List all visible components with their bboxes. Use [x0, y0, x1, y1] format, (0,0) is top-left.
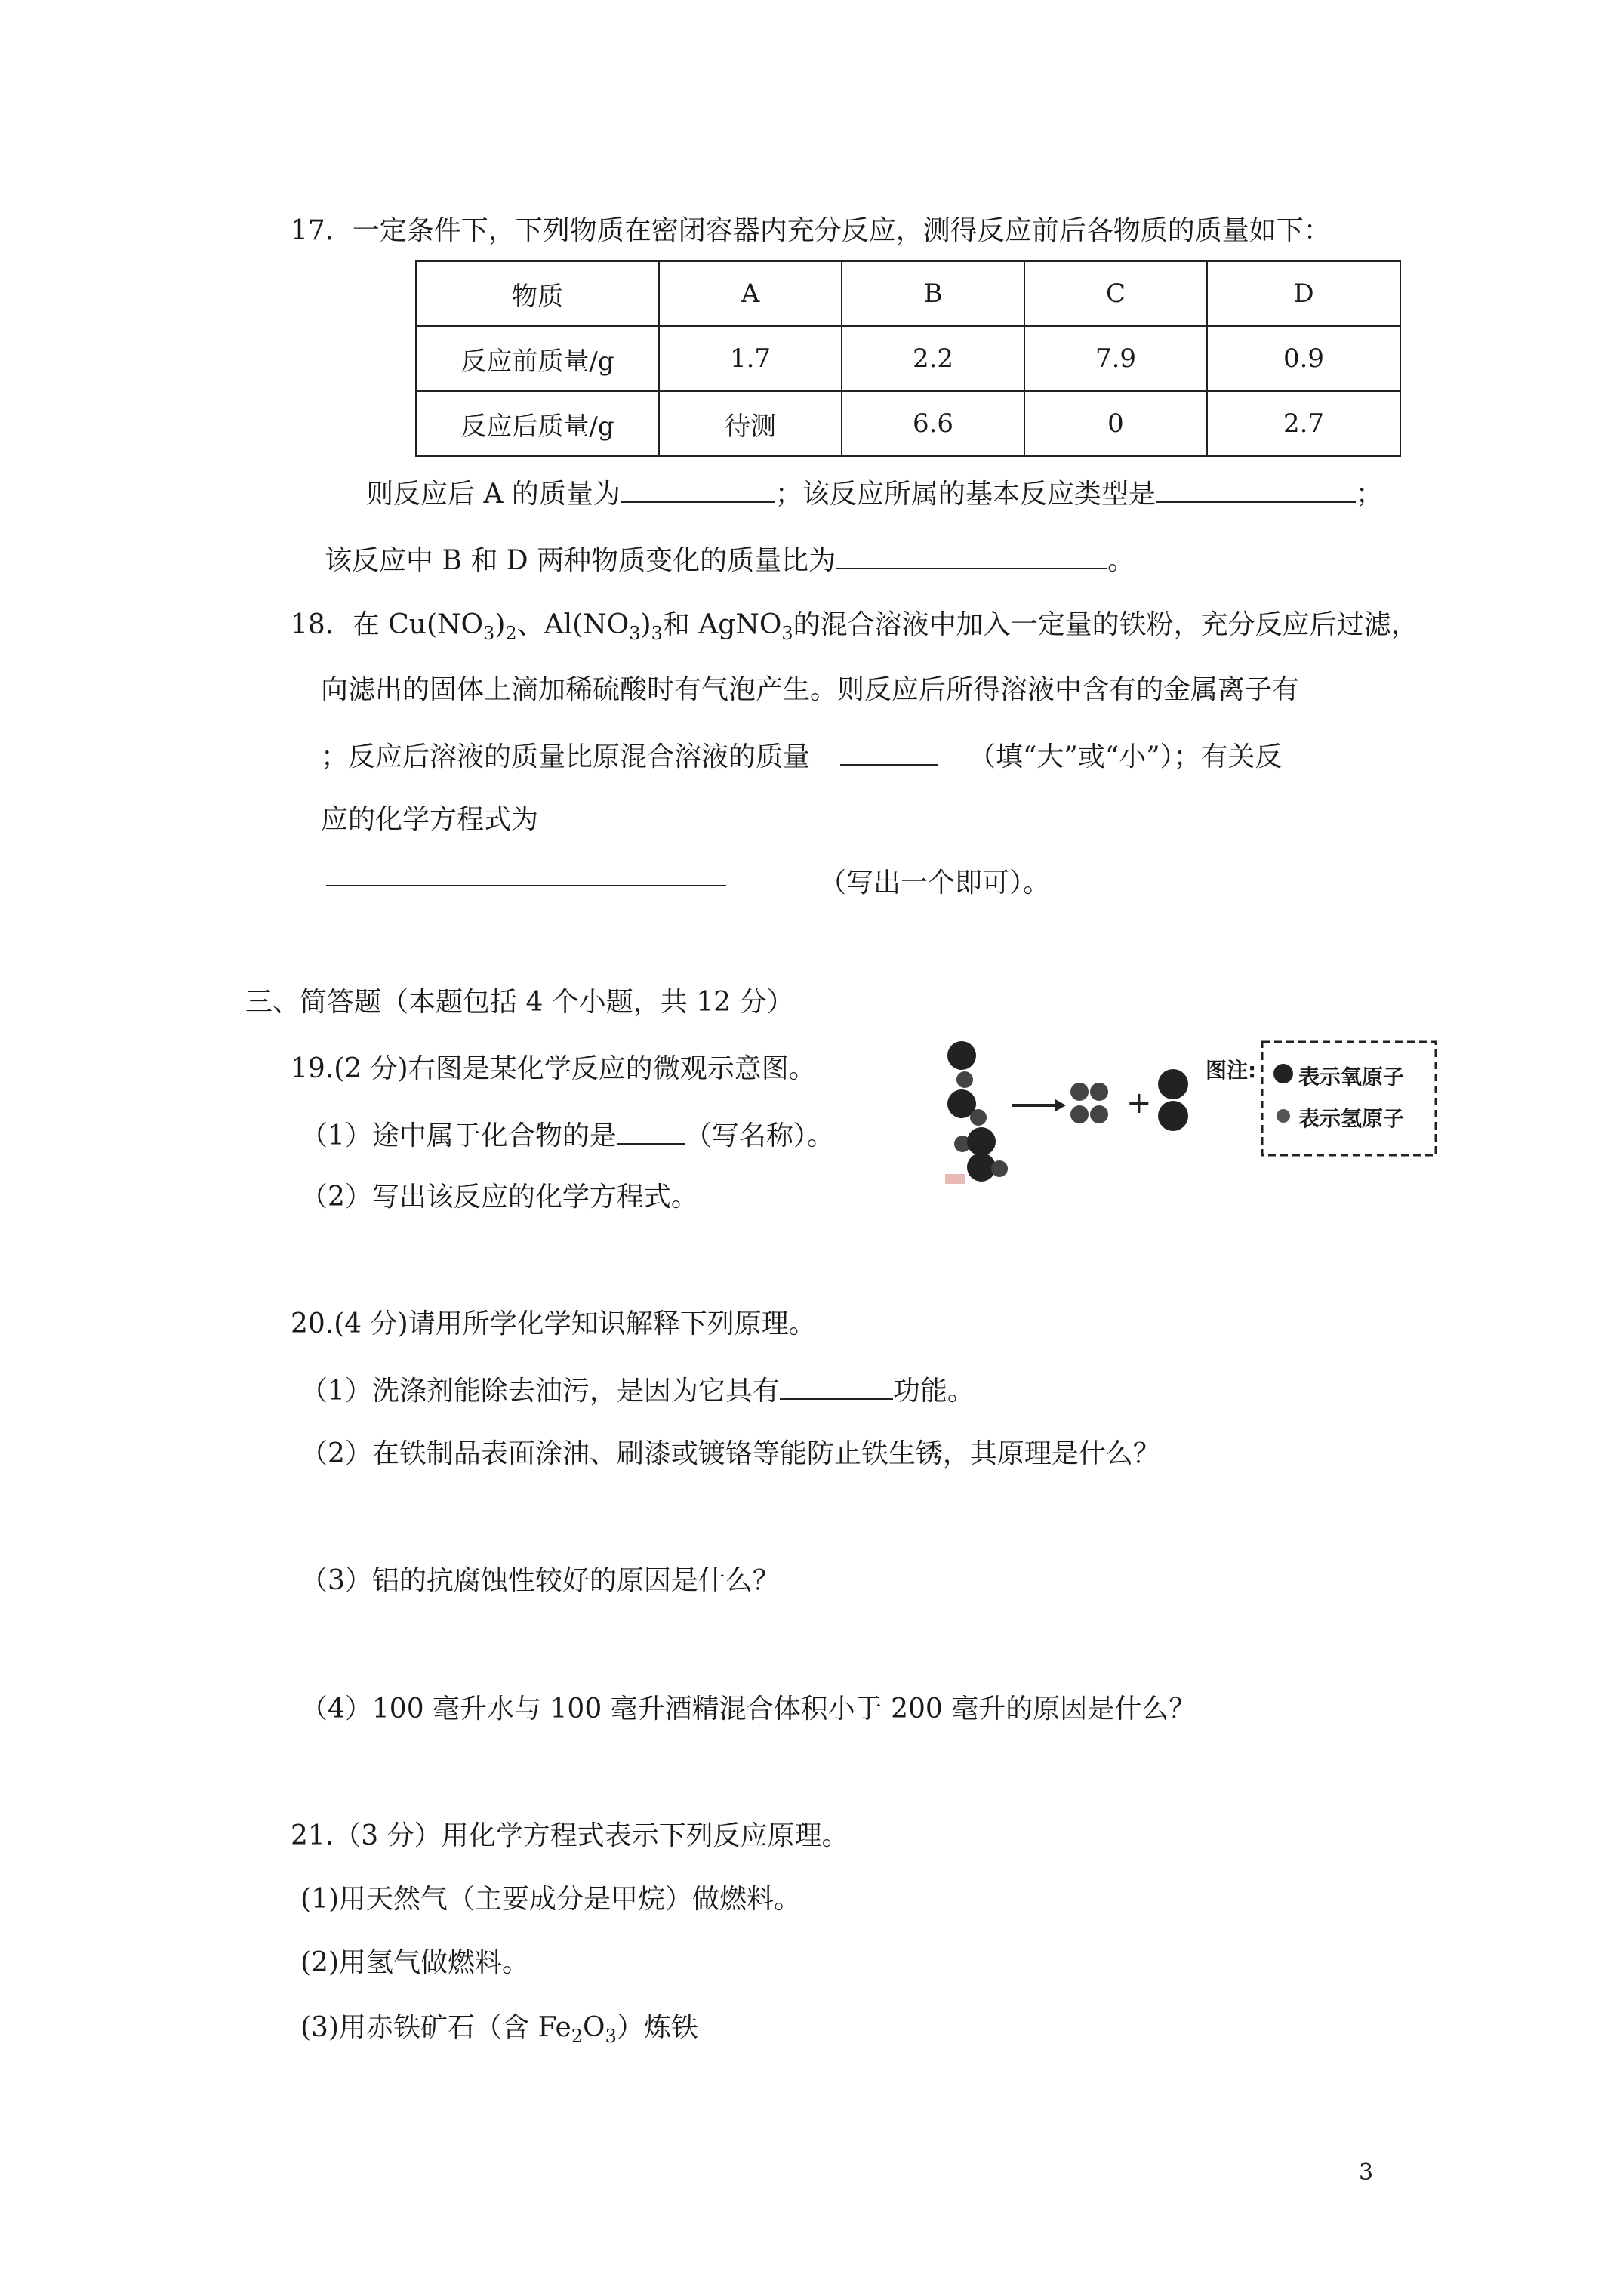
q17-text: ； [1355, 479, 1383, 510]
q20-part4: （4）100 毫升水与 100 毫升酒精混合体积小于 200 毫升的原因是什么？ [300, 1693, 1196, 1724]
q20-stem: 20.(4 分)请用所学化学知识解释下列原理。 [291, 1308, 816, 1339]
subscript: 2 [505, 623, 517, 645]
table-cell: 1.7 [659, 326, 842, 391]
q21-text: O [583, 2012, 605, 2043]
answer-blank[interactable] [621, 476, 775, 503]
q21-part3 [300, 2011, 698, 2053]
q18-line3 [321, 738, 1283, 774]
q19-part1 [300, 1117, 834, 1153]
table-header-cell: D [1207, 261, 1400, 326]
stain-mark [945, 1174, 965, 1184]
q17-text: 。 [1107, 545, 1135, 576]
subscript: 3 [605, 2026, 617, 2048]
q17-text: 则反应后 A 的质量为 [366, 479, 621, 510]
q18-text: ) [640, 609, 651, 640]
q18-line1 [291, 609, 1418, 650]
subscript: 2 [571, 2026, 584, 2048]
q18-line4: 应的化学方程式为 [321, 804, 539, 835]
answer-blank[interactable] [780, 1373, 893, 1400]
q21-text: ）炼铁 [616, 2012, 698, 2043]
table-header-cell: A [659, 261, 842, 326]
q18-text: ) [494, 609, 506, 640]
q18-text: 18．在 Cu(NO [291, 609, 484, 640]
q19-text: （写名称）。 [684, 1120, 834, 1151]
q21-part2: (2)用氢气做燃料。 [300, 1947, 529, 1978]
product-molecule [1158, 1069, 1188, 1131]
q20-text: 功能。 [892, 1376, 975, 1407]
table-cell: 反应前质量/g [416, 326, 659, 391]
subscript: 3 [651, 623, 663, 645]
subscript: 3 [629, 623, 641, 645]
table-cell: 0 [1024, 391, 1207, 456]
q21-stem: 21.（3 分）用化学方程式表示下列反应原理。 [291, 1820, 849, 1851]
q17-line2 [325, 542, 1135, 578]
table-cell: 6.6 [842, 391, 1024, 456]
q19-stem: 19.(2 分)右图是某化学反应的微观示意图。 [291, 1053, 816, 1084]
reactant-molecule [947, 1041, 987, 1126]
answer-blank[interactable] [326, 885, 726, 886]
table-header-cell: B [842, 261, 1024, 326]
hydrogen-atom-icon [1277, 1109, 1290, 1123]
q18-text: ；反应后溶液的质量比原混合溶液的质量 [321, 741, 811, 772]
q20-part1 [300, 1373, 975, 1408]
answer-blank[interactable] [1156, 476, 1356, 503]
section-title: 三、简答题（本题包括 4 个小题，共 12 分） [245, 987, 794, 1018]
q18-text: 和 AgNO [662, 609, 782, 640]
table-cell: 反应后质量/g [416, 391, 659, 456]
q18-text: （填“大”或“小”）；有关反 [969, 741, 1283, 772]
q17-text: 该反应中 B 和 D 两种物质变化的质量比为 [325, 545, 836, 576]
reactant-molecule [954, 1127, 1008, 1182]
legend-box [1262, 1042, 1436, 1155]
table-row [416, 326, 1400, 391]
answer-blank[interactable] [836, 542, 1107, 569]
q20-part3: （3）铝的抗腐蚀性较好的原因是什么？ [300, 1565, 780, 1596]
answer-blank[interactable] [840, 738, 938, 766]
q21-part1: (1)用天然气（主要成分是甲烷）做燃料。 [300, 1884, 801, 1915]
q17-text: ；该反应所属的基本反应类型是 [775, 479, 1156, 510]
oxygen-atom-icon [1273, 1064, 1293, 1083]
table-cell: 0.9 [1207, 326, 1400, 391]
table-header-cell: 物质 [416, 261, 659, 326]
q18-line2: 向滤出的固体上滴加稀硫酸时有气泡产生。则反应后所得溶液中含有的金属离子有 [321, 674, 1300, 705]
q18-text: 、Al(NO [516, 609, 630, 640]
legend-hydrogen-label: 表示氢原子 [1298, 1106, 1405, 1131]
arrow-icon [1012, 1099, 1066, 1111]
q19-text: （1）途中属于化合物的是 [300, 1120, 617, 1151]
table-cell: 7.9 [1024, 326, 1207, 391]
table-row [416, 391, 1400, 456]
legend-oxygen-label: 表示氧原子 [1298, 1065, 1405, 1089]
q18-line5: （写出一个即可）。 [819, 868, 1051, 898]
subscript: 3 [483, 623, 495, 645]
answer-blank[interactable] [617, 1117, 685, 1145]
svg-text:+: + [1126, 1086, 1152, 1120]
q18-text: 的混合溶液中加入一定量的铁粉，充分反应后过滤， [793, 609, 1418, 640]
table-cell: 2.2 [842, 326, 1024, 391]
table-header-cell: C [1024, 261, 1207, 326]
q20-text: （1）洗涤剂能除去油污，是因为它具有 [300, 1376, 780, 1407]
page-number: 3 [1359, 2159, 1374, 2186]
legend-title: 图注: [1206, 1058, 1257, 1083]
table-cell: 待测 [659, 391, 842, 456]
q19-part2: （2）写出该反应的化学方程式。 [300, 1182, 698, 1213]
q17-stem: 17．一定条件下，下列物质在密闭容器内充分反应，测得反应前后各物质的质量如下： [291, 215, 1331, 246]
subscript: 3 [781, 623, 793, 645]
q17-line1 [366, 476, 1383, 511]
q21-text: (3)用赤铁矿石（含 Fe [300, 2012, 571, 2043]
table-cell: 2.7 [1207, 391, 1400, 456]
product-molecule [1070, 1083, 1108, 1123]
mass-table [415, 260, 1401, 457]
q20-part2: （2）在铁制品表面涂油、刷漆或镀铬等能防止铁生锈，其原理是什么？ [300, 1438, 1160, 1469]
table-header-row [416, 261, 1400, 326]
